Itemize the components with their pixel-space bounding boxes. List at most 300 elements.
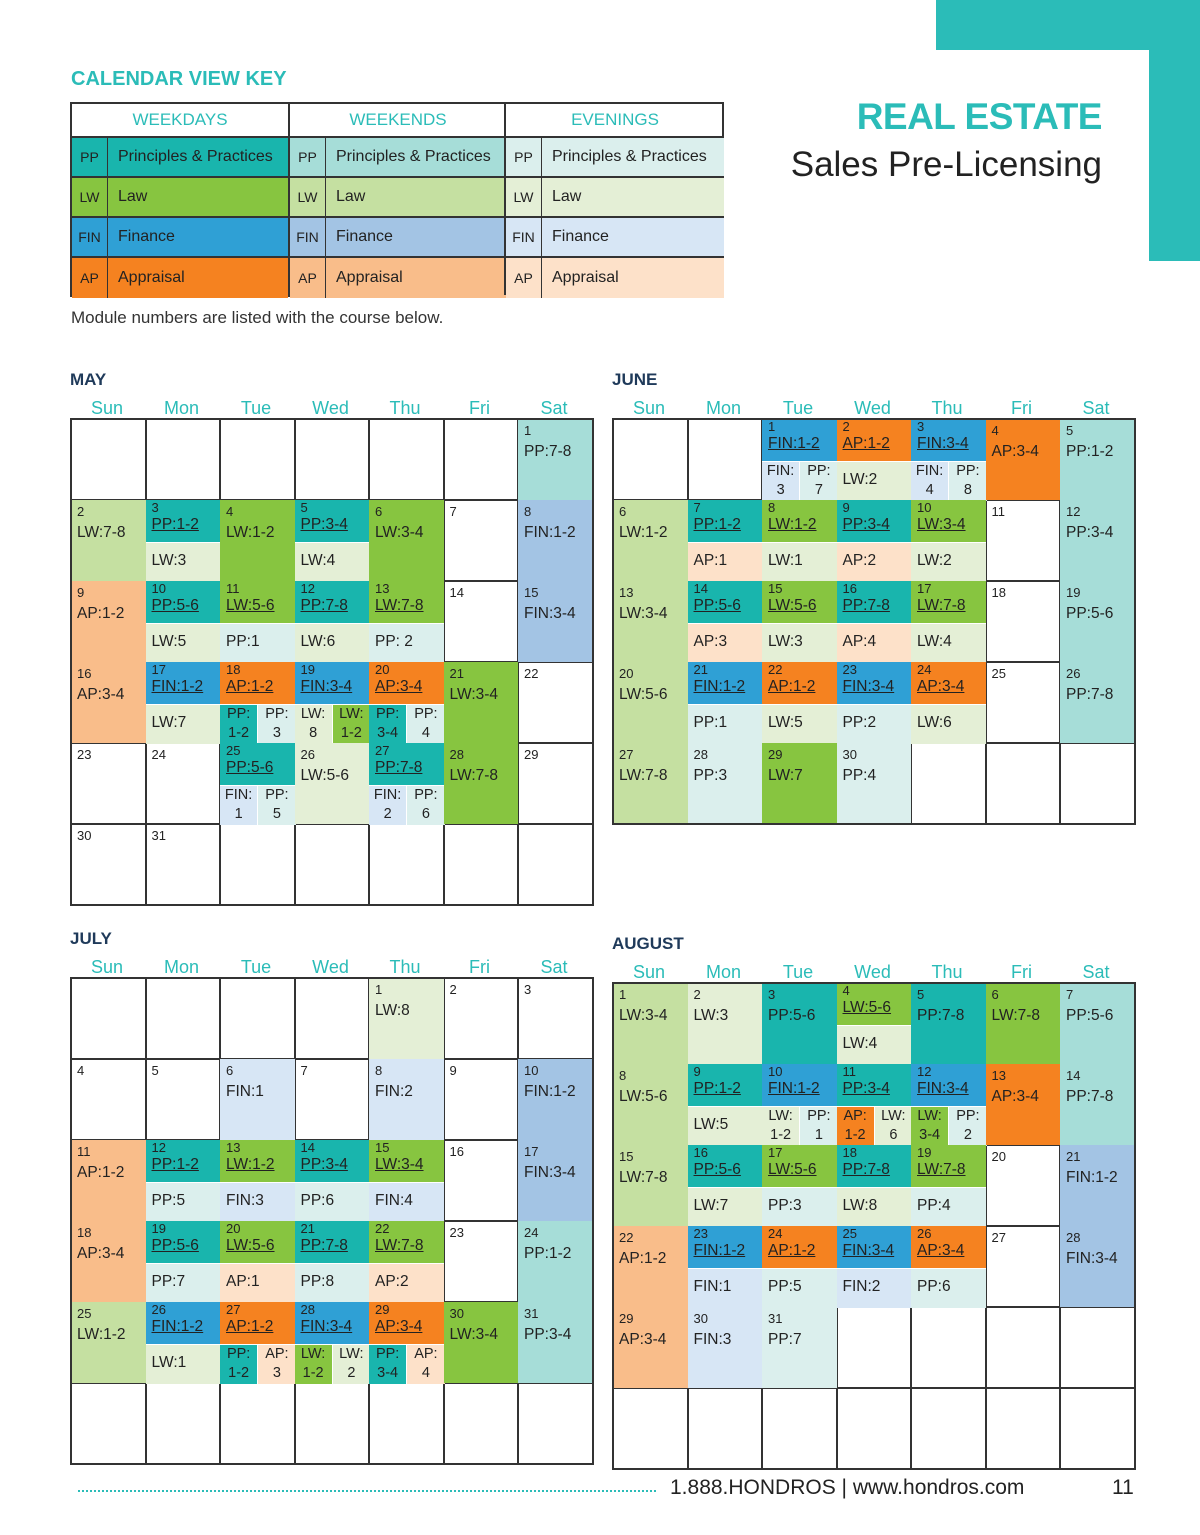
evening-session [369,1263,444,1303]
calendar-day [518,743,593,824]
empty-cell [219,418,296,501]
calendar-day [518,1140,593,1221]
split-session-module: 2 [383,806,392,822]
session-label: LW:1-2 [768,516,817,533]
day-number: 10 [917,500,932,515]
calendar-day [986,1064,1061,1145]
empty-cell [910,1387,987,1470]
evening-session-label: LW:4 [917,633,952,650]
calendar-day [986,419,1061,500]
empty-cell [612,418,689,501]
day-number: 16 [842,581,857,596]
day-number: 28 [693,747,708,762]
split-session-course: AP: [843,1108,867,1124]
day-number: 1 [375,982,383,997]
calendar-day [837,983,912,1064]
day-number: 16 [449,1144,464,1159]
empty-cell [687,418,764,501]
day-number: 5 [1066,423,1074,438]
day-of-week-header: Tue [782,962,814,982]
session-label: PP:7-8 [300,597,348,614]
day-number: 18 [991,585,1006,600]
evening-session [762,461,837,501]
split-session-course: PP: [956,463,980,479]
calendar-day [444,978,519,1059]
calendar-day [444,1140,519,1221]
day-number: 29 [619,1311,634,1326]
session-label: LW:3-4 [449,1326,499,1343]
calendar-day [1060,1226,1135,1307]
session-label: PP:5-6 [768,1007,816,1024]
empty-cell [443,418,520,501]
day-number: 31 [151,828,166,843]
evening-session [837,623,912,663]
split-session [220,786,257,825]
calendar-day [911,983,986,1064]
day-of-week-header: Sat [1082,962,1110,982]
calendar-day [220,581,295,662]
evening-session [911,461,986,501]
evening-session [295,1344,370,1384]
session-label: LW:3-4 [619,1007,668,1024]
evening-session-label: AP:3 [693,633,728,650]
split-session-module: 5 [272,806,281,822]
session-label: AP:1-2 [619,1250,667,1267]
empty-cell [294,418,371,501]
session-label: LW:7-8 [375,1237,424,1254]
calendar-day [613,581,688,662]
calendar-day [762,1064,837,1145]
day-of-week-header: Mon [705,398,741,418]
day-number: 13 [226,1140,241,1155]
day-of-week-header: Mon [163,957,199,977]
session-label: FIN:2 [375,1083,413,1100]
day-number: 20 [991,1149,1006,1164]
split-session-module: 1-2 [228,725,250,741]
day-number: 6 [226,1063,234,1078]
calendar-day [986,500,1061,581]
split-session [762,1107,799,1146]
evening-session [837,1187,912,1227]
calendar-day [837,581,912,662]
session-label: FIN:1-2 [151,1318,204,1335]
calendar-day [762,662,837,743]
split-session-module: 6 [421,806,430,822]
day-number: 17 [524,1144,539,1159]
day-number: 15 [768,581,783,596]
calendar-day [911,662,986,743]
session-label: PP:1-2 [1066,443,1114,460]
calendar-day [71,1302,146,1383]
calendar-day [837,419,912,500]
session-label: FIN:1-2 [693,1242,746,1259]
day-of-week-header: Tue [240,957,272,977]
evening-session [220,785,295,825]
day-of-week-header: Sat [540,957,568,977]
session-label: FIN:1-2 [524,524,576,541]
session-label: PP:7-8 [842,1161,890,1178]
calendar-day [518,419,593,500]
calendar-day [71,1221,146,1302]
day-number: 6 [375,504,383,519]
split-session [948,1107,986,1146]
session-label: LW:5-6 [619,686,668,703]
calendar-day [1060,581,1135,662]
calendar-day [911,1064,986,1145]
evening-session-label: PP:7 [151,1273,186,1290]
session-label: AP:1-2 [842,435,890,452]
calendar-day [518,662,593,743]
session-label: LW:5-6 [768,1161,817,1178]
day-number: 8 [619,1068,627,1083]
session-label: PP:3-4 [842,1080,890,1097]
day-of-week-header: Sun [90,957,124,977]
evening-session-label: PP:5 [768,1278,802,1295]
evening-session [762,542,837,582]
calendar-day [762,419,837,500]
day-number: 12 [151,1140,166,1155]
calendar-day [146,1221,221,1302]
empty-cell [910,1306,987,1389]
evening-session [837,1025,912,1065]
evening-session-label: LW:5 [151,633,187,650]
day-number: 11 [991,504,1005,519]
side-accent-bar [1149,50,1200,261]
calendar-day [688,743,763,824]
evening-session-label: LW:5 [768,714,803,731]
day-number: 26 [300,747,315,762]
calendar-day [518,500,593,581]
evening-session [146,542,221,582]
evening-session-label: LW:4 [300,552,336,569]
session-label: FIN:3-4 [917,1080,969,1097]
calendar-day [444,581,519,662]
key-column [504,104,724,295]
session-label: LW:7-8 [375,597,424,614]
split-session [220,705,257,744]
session-label: PP:3-4 [300,1156,348,1173]
split-session-module: 3 [272,725,281,741]
calendar-day [911,581,986,662]
session-label: AP:3-4 [77,686,125,703]
calendar-day [220,1302,295,1383]
split-session-module: 1-2 [770,1127,792,1143]
evening-session-label: AP:2 [842,552,877,569]
day-of-week-header: Fri [469,398,490,418]
evening-session-label: LW:1 [768,552,803,569]
evening-session [688,1106,763,1146]
evening-session-label: PP:1 [226,633,260,650]
calendar-day [369,581,444,662]
session-label: PP:7-8 [375,759,423,776]
day-number: 24 [768,1226,783,1241]
empty-cell [70,977,147,1060]
calendar-day [71,743,146,824]
split-session-course: LW: [300,706,326,722]
day-number: 13 [375,581,390,596]
split-session-course: PP: [414,787,438,803]
evening-session [220,704,295,744]
evening-session [369,704,444,744]
session-label: LW:7 [768,767,803,784]
evening-session-label: LW:2 [842,471,878,488]
calendar-day [369,1140,444,1221]
split-session-module: 2 [347,1365,356,1381]
day-number: 24 [524,1225,539,1240]
session-label: PP:5-6 [226,759,274,776]
evening-session [295,542,370,582]
key-column [72,104,288,295]
calendar-day [71,1140,146,1221]
session-label: LW:3-4 [375,524,424,541]
split-session [257,1345,295,1384]
evening-session [688,1268,763,1308]
calendar-day [911,500,986,581]
day-number: 21 [1066,1149,1081,1164]
day-number: 30 [693,1311,708,1326]
day-number: 19 [300,662,315,677]
calendar-day [911,419,986,500]
day-number: 20 [375,662,390,677]
split-session-module: 8 [963,482,972,498]
month-title: JUNE [612,370,658,389]
day-number: 20 [619,666,634,681]
calendar-day [688,983,763,1064]
evening-session-label: PP:1 [693,714,728,731]
session-label: PP:5-6 [693,597,741,614]
key-abbr: FIN [72,218,108,256]
evening-session [762,704,837,744]
day-number: 31 [768,1311,783,1326]
day-number: 28 [1066,1230,1081,1245]
evening-session-label: FIN:4 [375,1192,413,1209]
empty-cell [70,418,147,501]
evening-session [220,623,295,663]
day-number: 8 [768,500,776,515]
calendar-day [837,1145,912,1226]
session-label: PP:7-8 [524,443,572,460]
calendar-day [369,743,444,824]
session-label: PP:1-2 [693,516,741,533]
split-session-module: 3-4 [377,725,399,741]
calendar-day [518,1059,593,1140]
key-column-heading: WEEKDAYS [72,104,288,138]
day-number: 25 [226,743,241,758]
calendar-day [444,500,519,581]
split-session-module: 7 [814,482,823,498]
split-session-course: FIN: [915,463,944,479]
evening-session [369,785,444,825]
calendar-day [518,1302,593,1383]
session-label: PP:3 [693,767,728,784]
day-number: 17 [768,1145,783,1160]
page-subtitle: Sales Pre-Licensing [790,145,1102,184]
split-session-course: LW: [768,1108,793,1124]
key-abbr: FIN [506,218,542,256]
calendar-day [295,500,370,581]
empty-cell [219,823,296,906]
evening-session [911,542,986,582]
calendar-day [613,500,688,581]
split-session [257,786,295,825]
calendar-day [220,1059,295,1140]
day-number: 6 [619,504,627,519]
key-row [72,258,288,298]
session-label: FIN:3-4 [524,1164,576,1181]
key-row [72,138,288,178]
session-label: PP:3-4 [300,516,348,533]
day-number: 5 [917,987,925,1002]
day-number: 26 [917,1226,932,1241]
day-number: 22 [768,662,783,677]
empty-cell [368,823,445,906]
day-number: 21 [300,1221,315,1236]
day-number: 9 [693,1064,701,1079]
evening-session [837,704,912,744]
day-number: 26 [1066,666,1081,681]
calendar-day [762,1307,837,1388]
evening-session [688,704,763,744]
calendar-day [762,581,837,662]
split-session-course: FIN: [766,463,795,479]
key-course-name: Appraisal [552,269,619,286]
split-session-course: PP: [226,706,251,722]
empty-cell [985,1387,1062,1470]
empty-cell [910,742,987,825]
calendar-day [71,500,146,581]
calendar-day [1060,1145,1135,1226]
day-number: 29 [375,1302,390,1317]
day-number: 26 [151,1302,166,1317]
key-column-heading: EVENINGS [506,104,724,138]
evening-session-label: PP:5 [151,1192,186,1209]
key-abbr: LW [72,178,108,216]
day-number: 4 [991,423,999,438]
calendar-day [688,1307,763,1388]
evening-session-label: AP:4 [842,633,877,650]
empty-cell [612,1387,689,1470]
evening-session [146,1182,221,1222]
session-label: FIN:1-2 [151,678,204,695]
day-of-week-header: Wed [312,957,349,977]
split-session-course: PP: [956,1108,980,1124]
split-session-course: PP: [226,1346,251,1362]
session-label: PP:3-4 [524,1326,572,1343]
split-session [799,462,837,501]
session-label: PP:7-8 [1066,1088,1114,1105]
split-session-course: LW: [881,1108,906,1124]
day-number: 12 [300,581,315,596]
evening-session [146,623,221,663]
split-session [369,786,406,825]
calendar-day [369,1221,444,1302]
calendar-day [444,1302,519,1383]
session-label: AP:3-4 [917,1242,965,1259]
session-label: PP:1-2 [151,516,199,533]
calendar-day [986,581,1061,662]
day-number: 6 [991,987,999,1002]
session-label: FIN:1-2 [1066,1169,1118,1186]
session-label: FIN:1-2 [768,1080,820,1097]
calendar-day [220,743,295,824]
session-label: LW:1-2 [77,1326,126,1343]
key-row [290,138,506,178]
session-label: PP:5-6 [693,1161,741,1178]
calendar-key-table [70,102,724,297]
split-session [220,1345,257,1384]
day-number: 10 [151,581,166,596]
calendar-day [444,662,519,743]
session-label: FIN:3-4 [524,605,576,622]
split-session-course: FIN: [373,787,402,803]
session-label: AP:3-4 [375,1318,423,1335]
day-number: 4 [842,983,850,998]
day-number: 27 [375,743,390,758]
key-row [506,138,724,178]
evening-session-label: LW:3 [768,633,803,650]
split-session [406,705,444,744]
split-session [406,1345,444,1384]
key-row [290,218,506,258]
calendar-day [911,1145,986,1226]
day-of-week-header: Sun [632,398,666,418]
page-title: REAL ESTATE [856,96,1102,137]
session-label: LW:5-6 [842,999,892,1016]
calendar-day [762,1226,837,1307]
key-note: Module numbers are listed with the course below. [71,308,444,327]
evening-session-label: PP:2 [842,714,877,731]
evening-session-label: LW:6 [917,714,952,731]
key-column-heading: WEEKENDS [290,104,506,138]
split-session-module: 2 [963,1127,972,1143]
calendar-day [986,1226,1061,1307]
evening-session-label: AP:2 [375,1273,409,1290]
day-number: 25 [991,666,1006,681]
empty-cell [294,823,371,906]
evening-session [762,623,837,663]
key-row [506,178,724,218]
session-label: FIN:1-2 [524,1083,576,1100]
session-label: LW:7-8 [619,1169,668,1186]
key-course-name: Principles & Practices [336,148,491,165]
evening-session-label: FIN:1 [693,1278,732,1295]
evening-session-label: FIN:3 [226,1192,264,1209]
empty-cell [1059,1306,1136,1389]
day-of-week-header: Fri [1011,398,1032,418]
evening-session [220,1182,295,1222]
empty-cell [1059,742,1136,825]
calendar-day [1060,662,1135,743]
session-label: PP:3-4 [842,516,890,533]
evening-session [295,623,370,663]
split-session-course: LW: [300,1346,326,1362]
key-title: CALENDAR VIEW KEY [71,68,287,90]
day-number: 11 [77,1144,91,1159]
split-session-course: PP: [375,706,400,722]
split-session-course: LW: [917,1108,942,1124]
footer-contact: 1.888.HONDROS | www.hondros.com [670,1476,1025,1499]
day-number: 14 [693,581,708,596]
empty-cell [219,1382,296,1465]
evening-session [837,1106,912,1146]
split-session [295,1345,332,1384]
day-of-week-header: Wed [854,962,891,982]
split-session [406,786,444,825]
calendar-day [444,1221,519,1302]
day-number: 7 [300,1063,308,1078]
day-number: 12 [917,1064,932,1079]
day-number: 18 [77,1225,92,1240]
